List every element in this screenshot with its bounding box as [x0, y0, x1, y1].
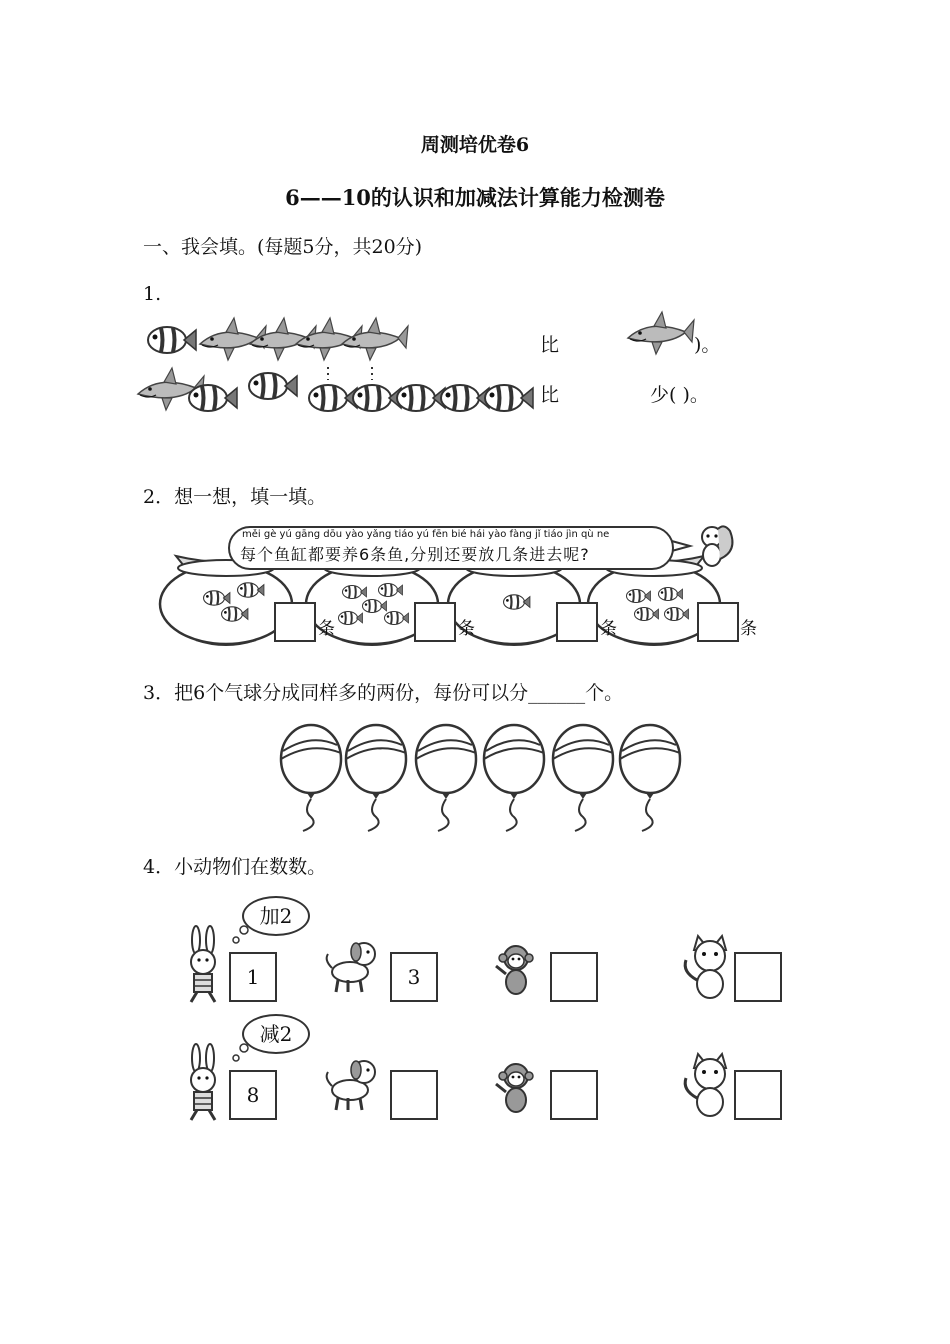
answer-box[interactable] [556, 602, 598, 642]
q1-number: 1. [143, 283, 162, 305]
fish-icon [148, 327, 196, 353]
thought-dot [240, 1044, 248, 1052]
count-box[interactable] [734, 1070, 782, 1120]
count-box[interactable]: 3 [390, 952, 438, 1002]
unit-label: 条 [740, 619, 757, 639]
q2-question: 2．想一想，填一填。 [143, 486, 327, 508]
shark-icon [628, 312, 694, 354]
page-subtitle: 6——10的认识和加减法计算能力检测卷 [285, 185, 665, 210]
monkey-icon [496, 1064, 533, 1112]
thought-bubble-subtract: 减2 [242, 1014, 310, 1054]
q3-question: 3．把6个气球分成同样多的两份，每份可以分______个。 [143, 682, 624, 704]
count-box[interactable] [550, 1070, 598, 1120]
cat-icon [685, 936, 726, 998]
dog-icon [327, 943, 375, 992]
balloon-icon [484, 725, 544, 831]
answer-box[interactable] [697, 602, 739, 642]
speech-bubble [228, 526, 674, 570]
fish-icon [397, 385, 445, 411]
cat-icon [685, 1054, 726, 1116]
fish-icon [189, 385, 237, 411]
unit-label: 条 [600, 619, 617, 639]
answer-box[interactable] [414, 602, 456, 642]
q4-question: 4．小动物们在数数。 [143, 856, 327, 878]
rabbit-icon [191, 926, 215, 1002]
q1-row1-bi: 比 [540, 334, 560, 356]
answer-box[interactable] [274, 602, 316, 642]
dog-icon [327, 1061, 375, 1110]
balloon-icon [553, 725, 613, 831]
speech-text: 每个鱼缸都要养6条鱼,分别还要放几条进去呢? [240, 545, 590, 564]
rabbit-icon [191, 1044, 215, 1120]
count-box[interactable]: 1 [229, 952, 277, 1002]
count-box[interactable] [390, 1070, 438, 1120]
speech-pinyin: měi gè yú gāng dōu yào yǎng tiáo yú fēn bié hái yào fàng jǐ tiáo jìn qù ne [242, 529, 610, 540]
thought-dot [233, 1055, 239, 1061]
fish-icon [353, 385, 401, 411]
q1-row2-bi: 比 [540, 384, 560, 406]
count-box[interactable] [550, 952, 598, 1002]
balloon-icon [346, 725, 406, 831]
fish-icon [485, 385, 533, 411]
unit-label: 条 [318, 619, 335, 639]
thought-dot [240, 926, 248, 934]
count-box[interactable] [734, 952, 782, 1002]
unit-label: 条 [458, 619, 475, 639]
thought-bubble-add: 加2 [242, 896, 310, 936]
fish-icon [309, 385, 357, 411]
q1-row2-end: 少( )。 [650, 384, 709, 406]
squirrel-icon [702, 526, 732, 566]
q1-row1-end: )。 [694, 334, 721, 356]
balloon-icon [416, 725, 476, 831]
shark-icon [342, 318, 408, 360]
fish-icon [441, 385, 489, 411]
page-title: 周测培优卷6 [420, 134, 530, 156]
thought-dot [233, 937, 239, 943]
balloon-icon [620, 725, 680, 831]
monkey-icon [496, 946, 533, 994]
section-heading: 一、我会填。(每题5分，共20分) [143, 236, 423, 258]
fish-icon [249, 373, 297, 399]
count-box[interactable]: 8 [229, 1070, 277, 1120]
balloon-icon [281, 725, 341, 831]
